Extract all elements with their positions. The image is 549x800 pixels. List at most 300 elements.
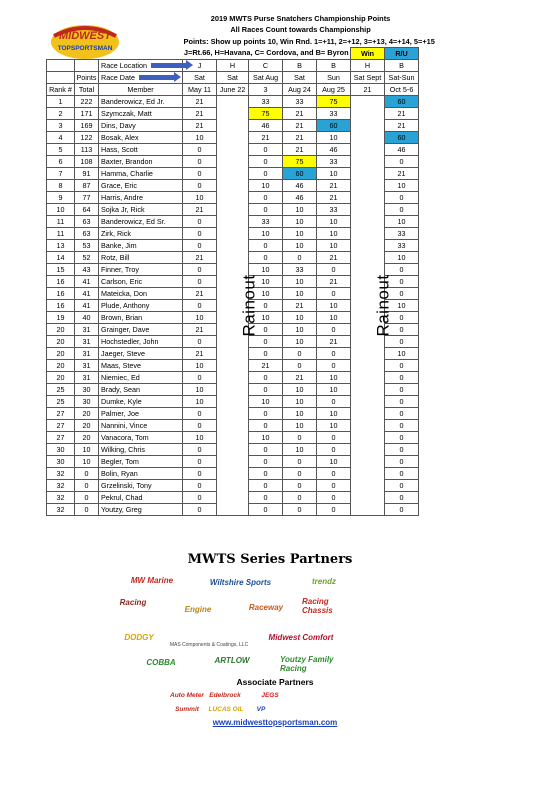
points-cell: 33 bbox=[385, 227, 419, 239]
points-cell: 0 bbox=[183, 179, 217, 191]
points-cell: 0 bbox=[249, 143, 283, 155]
points-cell: 10 bbox=[283, 419, 317, 431]
race-day: Sun bbox=[317, 71, 351, 83]
rank-cell: 20 bbox=[47, 371, 75, 383]
total-cell: 31 bbox=[75, 335, 99, 347]
points-cell: 10 bbox=[317, 215, 351, 227]
total-cell: 113 bbox=[75, 143, 99, 155]
total-header: Total bbox=[75, 83, 99, 95]
associate-partner-logo: LUCAS OIL bbox=[208, 705, 244, 713]
points-cell: 0 bbox=[183, 275, 217, 287]
total-cell: 20 bbox=[75, 419, 99, 431]
points-cell: 0 bbox=[249, 251, 283, 263]
rank-cell: 25 bbox=[47, 383, 75, 395]
points-cell: 0 bbox=[385, 311, 419, 323]
points-cell: 10 bbox=[283, 203, 317, 215]
points-cell: 10 bbox=[249, 311, 283, 323]
race-day: Sat bbox=[283, 71, 317, 83]
member-cell: Sojka Jr, Rick bbox=[99, 203, 183, 215]
points-cell: 60 bbox=[317, 119, 351, 131]
runner-up-legend: R/U bbox=[385, 47, 419, 59]
points-cell: 10 bbox=[317, 383, 351, 395]
points-cell: 0 bbox=[183, 371, 217, 383]
points-cell: 0 bbox=[249, 299, 283, 311]
points-cell: 21 bbox=[183, 119, 217, 131]
partner-logo: Racing Chassis bbox=[302, 597, 333, 615]
rank-header: Rank # bbox=[47, 83, 75, 95]
race-date: 3 bbox=[249, 83, 283, 95]
race-date: June 22 bbox=[217, 83, 249, 95]
partners-title: MWTS Series Partners bbox=[187, 552, 353, 567]
track-code: B bbox=[385, 59, 419, 71]
rank-cell: 7 bbox=[47, 167, 75, 179]
points-cell: 33 bbox=[317, 155, 351, 167]
points-cell: 10 bbox=[249, 263, 283, 275]
points-rule: Points: Show up points 10, Win Rnd. 1=+11, 2=+12, 3=+13, 4=+14, 5=+15 bbox=[183, 36, 435, 46]
points-cell: 0 bbox=[385, 407, 419, 419]
points-cell: 46 bbox=[385, 143, 419, 155]
member-cell: Hass, Scott bbox=[99, 143, 183, 155]
points-cell: 21 bbox=[385, 119, 419, 131]
points-cell: 21 bbox=[317, 275, 351, 287]
total-cell: 41 bbox=[75, 299, 99, 311]
points-cell: 10 bbox=[317, 167, 351, 179]
points-cell: 0 bbox=[183, 419, 217, 431]
rank-cell: 30 bbox=[47, 455, 75, 467]
points-cell: 0 bbox=[317, 431, 351, 443]
total-cell: 77 bbox=[75, 191, 99, 203]
member-cell: Baxter, Brandon bbox=[99, 155, 183, 167]
points-cell: 0 bbox=[283, 503, 317, 515]
points-cell: 0 bbox=[249, 407, 283, 419]
points-cell: 0 bbox=[283, 467, 317, 479]
track-code: B bbox=[317, 59, 351, 71]
table-row bbox=[47, 95, 419, 107]
points-cell: 0 bbox=[183, 455, 217, 467]
total-cell: 10 bbox=[75, 443, 99, 455]
points-cell: 10 bbox=[249, 395, 283, 407]
points-cell: 10 bbox=[249, 287, 283, 299]
points-cell: 10 bbox=[385, 179, 419, 191]
race-date: Oct 5-6 bbox=[385, 83, 419, 95]
website-link[interactable]: www.midwesttopsportsman.com bbox=[212, 718, 338, 727]
rank-cell: 10 bbox=[47, 203, 75, 215]
points-cell: 75 bbox=[249, 107, 283, 119]
member-cell: Pekrul, Chad bbox=[99, 491, 183, 503]
points-cell: 0 bbox=[249, 443, 283, 455]
points-cell: 0 bbox=[283, 251, 317, 263]
points-cell: 0 bbox=[385, 323, 419, 335]
member-cell: Banderowicz, Ed Sr. bbox=[99, 215, 183, 227]
points-cell: 33 bbox=[249, 95, 283, 107]
points-cell: 21 bbox=[183, 95, 217, 107]
partner-logo: MW Marine bbox=[130, 575, 174, 585]
member-cell: Hochstedler, John bbox=[99, 335, 183, 347]
partner-logo: Wiltshire Sports bbox=[209, 577, 272, 587]
total-cell: 0 bbox=[75, 503, 99, 515]
rank-cell: 5 bbox=[47, 143, 75, 155]
race-date: May 11 bbox=[183, 83, 217, 95]
points-cell: 21 bbox=[317, 251, 351, 263]
rank-cell: 9 bbox=[47, 191, 75, 203]
points-cell: 0 bbox=[385, 467, 419, 479]
points-header: Points bbox=[75, 71, 99, 83]
points-cell: 0 bbox=[249, 455, 283, 467]
points-cell: 10 bbox=[283, 395, 317, 407]
points-cell: 0 bbox=[249, 491, 283, 503]
associate-partner-logo: Edelbrock bbox=[209, 691, 241, 699]
rank-cell: 16 bbox=[47, 299, 75, 311]
points-cell: 0 bbox=[183, 263, 217, 275]
points-cell: 0 bbox=[283, 431, 317, 443]
points-cell: 0 bbox=[183, 155, 217, 167]
rank-cell: 4 bbox=[47, 131, 75, 143]
member-cell: Jaeger, Steve bbox=[99, 347, 183, 359]
associate-partner-logo: JEGS bbox=[261, 691, 279, 699]
points-sheet bbox=[46, 13, 435, 516]
points-cell: 0 bbox=[317, 503, 351, 515]
points-cell: 0 bbox=[317, 287, 351, 299]
associate-partners-title: Associate Partners bbox=[236, 677, 314, 687]
points-cell: 46 bbox=[249, 119, 283, 131]
rank-cell: 14 bbox=[47, 251, 75, 263]
points-cell: 0 bbox=[317, 479, 351, 491]
points-cell: 10 bbox=[283, 323, 317, 335]
points-cell: 0 bbox=[283, 491, 317, 503]
points-cell: 21 bbox=[283, 143, 317, 155]
member-cell: Dins, Davy bbox=[99, 119, 183, 131]
total-cell: 41 bbox=[75, 287, 99, 299]
points-cell: 0 bbox=[183, 407, 217, 419]
points-cell: 0 bbox=[249, 383, 283, 395]
points-cell: 21 bbox=[385, 167, 419, 179]
member-cell: Harris, Andre bbox=[99, 191, 183, 203]
points-cell: 33 bbox=[283, 263, 317, 275]
track-code: H bbox=[351, 59, 385, 71]
points-cell: 33 bbox=[317, 107, 351, 119]
race-date: 21 bbox=[351, 83, 385, 95]
member-cell: Plude, Anthony bbox=[99, 299, 183, 311]
rank-cell: 8 bbox=[47, 179, 75, 191]
member-cell: Carlson, Eric bbox=[99, 275, 183, 287]
total-cell: 171 bbox=[75, 107, 99, 119]
points-cell: 10 bbox=[183, 395, 217, 407]
points-cell: 10 bbox=[317, 311, 351, 323]
points-cell: 0 bbox=[183, 491, 217, 503]
points-cell: 0 bbox=[249, 503, 283, 515]
svg-text:TOPSPORTSMAN: TOPSPORTSMAN bbox=[57, 45, 113, 52]
points-cell: 21 bbox=[385, 107, 419, 119]
points-cell: 0 bbox=[183, 467, 217, 479]
member-cell: Wilking, Chris bbox=[99, 443, 183, 455]
member-header: Member bbox=[99, 83, 183, 95]
member-cell: Grainger, Dave bbox=[99, 323, 183, 335]
points-cell: 0 bbox=[183, 215, 217, 227]
points-cell: 21 bbox=[283, 119, 317, 131]
rank-cell: 25 bbox=[47, 395, 75, 407]
partner-logo: Youtzy Family Racing bbox=[280, 655, 334, 673]
total-cell: 222 bbox=[75, 95, 99, 107]
points-cell: 0 bbox=[385, 443, 419, 455]
points-cell: 0 bbox=[385, 371, 419, 383]
sheet-subtitle: All Races Count towards Championship bbox=[230, 25, 371, 35]
race-location-label: Race Location bbox=[99, 59, 183, 71]
total-cell: 87 bbox=[75, 179, 99, 191]
points-cell: 10 bbox=[183, 359, 217, 371]
points-cell: 0 bbox=[249, 191, 283, 203]
total-cell: 53 bbox=[75, 239, 99, 251]
rank-cell: 20 bbox=[47, 359, 75, 371]
track-code: J bbox=[183, 59, 217, 71]
points-cell: 10 bbox=[317, 131, 351, 143]
points-cell: 10 bbox=[183, 311, 217, 323]
points-cell: 0 bbox=[183, 143, 217, 155]
total-cell: 10 bbox=[75, 455, 99, 467]
points-cell: 10 bbox=[283, 239, 317, 251]
points-cell: 10 bbox=[283, 443, 317, 455]
rank-cell: 32 bbox=[47, 491, 75, 503]
points-cell: 21 bbox=[249, 359, 283, 371]
track-code: C bbox=[249, 59, 283, 71]
points-cell: 10 bbox=[385, 299, 419, 311]
points-cell: 10 bbox=[283, 287, 317, 299]
points-cell: 10 bbox=[183, 191, 217, 203]
points-cell: 10 bbox=[183, 431, 217, 443]
points-cell: 0 bbox=[249, 239, 283, 251]
member-cell: Finner, Troy bbox=[99, 263, 183, 275]
rank-cell: 16 bbox=[47, 287, 75, 299]
partner-logo: Midwest Comfort bbox=[268, 632, 334, 642]
points-cell: 0 bbox=[283, 455, 317, 467]
points-cell: 21 bbox=[183, 347, 217, 359]
points-cell: 10 bbox=[317, 371, 351, 383]
total-cell: 43 bbox=[75, 263, 99, 275]
rank-cell: 32 bbox=[47, 503, 75, 515]
member-cell: Vanacora, Tom bbox=[99, 431, 183, 443]
points-cell: 21 bbox=[183, 251, 217, 263]
total-cell: 30 bbox=[75, 395, 99, 407]
points-cell: 21 bbox=[317, 191, 351, 203]
points-cell: 10 bbox=[283, 383, 317, 395]
points-cell: 10 bbox=[317, 407, 351, 419]
points-cell: 0 bbox=[249, 155, 283, 167]
points-cell: 10 bbox=[183, 383, 217, 395]
points-cell: 0 bbox=[317, 263, 351, 275]
member-cell: Nannini, Vince bbox=[99, 419, 183, 431]
points-cell: 0 bbox=[183, 335, 217, 347]
points-cell: 10 bbox=[283, 215, 317, 227]
points-cell: 46 bbox=[283, 179, 317, 191]
points-cell: 10 bbox=[283, 311, 317, 323]
points-cell: 0 bbox=[183, 503, 217, 515]
points-cell: 10 bbox=[317, 239, 351, 251]
rank-cell: 13 bbox=[47, 239, 75, 251]
points-cell: 0 bbox=[317, 467, 351, 479]
points-cell: 0 bbox=[385, 203, 419, 215]
points-cell: 0 bbox=[385, 155, 419, 167]
points-cell: 0 bbox=[385, 479, 419, 491]
points-cell: 21 bbox=[183, 107, 217, 119]
points-cell: 46 bbox=[283, 191, 317, 203]
arrow-right-icon bbox=[139, 75, 175, 80]
rank-cell: 27 bbox=[47, 431, 75, 443]
total-cell: 0 bbox=[75, 467, 99, 479]
total-cell: 20 bbox=[75, 431, 99, 443]
member-cell: Szymczak, Matt bbox=[99, 107, 183, 119]
points-cell: 10 bbox=[317, 299, 351, 311]
points-cell: 0 bbox=[385, 455, 419, 467]
points-cell: 0 bbox=[249, 203, 283, 215]
points-cell: 0 bbox=[249, 323, 283, 335]
total-cell: 31 bbox=[75, 359, 99, 371]
member-cell: Dumke, Kyle bbox=[99, 395, 183, 407]
total-cell: 31 bbox=[75, 371, 99, 383]
points-cell: 0 bbox=[183, 299, 217, 311]
race-day: Sat bbox=[217, 71, 249, 83]
rank-cell: 20 bbox=[47, 335, 75, 347]
partner-logo: COBBA bbox=[146, 657, 176, 667]
points-cell: 0 bbox=[385, 419, 419, 431]
total-cell: 30 bbox=[75, 383, 99, 395]
points-cell: 10 bbox=[385, 215, 419, 227]
points-cell: 0 bbox=[317, 395, 351, 407]
rank-cell: 32 bbox=[47, 479, 75, 491]
member-cell: Grzelinski, Tony bbox=[99, 479, 183, 491]
member-cell: Banderowicz, Ed Jr. bbox=[99, 95, 183, 107]
partner-logo: ARTLOW bbox=[214, 655, 250, 665]
points-cell: 0 bbox=[249, 167, 283, 179]
points-cell: 21 bbox=[249, 131, 283, 143]
total-cell: 63 bbox=[75, 215, 99, 227]
points-cell: 33 bbox=[249, 215, 283, 227]
total-cell: 41 bbox=[75, 275, 99, 287]
rank-cell: 20 bbox=[47, 347, 75, 359]
partner-logo: Engine bbox=[184, 604, 212, 614]
associate-partner-logo: VP bbox=[256, 705, 266, 713]
member-cell: Bosak, Alex bbox=[99, 131, 183, 143]
partner-logo: Raceway bbox=[248, 602, 284, 612]
points-cell: 0 bbox=[283, 359, 317, 371]
member-cell: Rotz, Bill bbox=[99, 251, 183, 263]
svg-text:MIDWEST: MIDWEST bbox=[59, 30, 111, 42]
points-cell: 0 bbox=[385, 395, 419, 407]
points-cell: 0 bbox=[283, 479, 317, 491]
win-legend: Win bbox=[351, 47, 385, 59]
arrow-right-icon bbox=[151, 63, 187, 68]
member-cell: Niemiec, Ed bbox=[99, 371, 183, 383]
points-cell: 60 bbox=[385, 95, 419, 107]
points-cell: 10 bbox=[317, 419, 351, 431]
race-date-label: Race Date bbox=[99, 71, 183, 83]
points-cell: 0 bbox=[317, 347, 351, 359]
member-cell: Maas, Steve bbox=[99, 359, 183, 371]
points-cell: 0 bbox=[385, 287, 419, 299]
points-cell: 10 bbox=[249, 275, 283, 287]
rank-cell: 27 bbox=[47, 419, 75, 431]
points-cell: 75 bbox=[317, 95, 351, 107]
rank-cell: 27 bbox=[47, 407, 75, 419]
total-cell: 169 bbox=[75, 119, 99, 131]
points-cell: 0 bbox=[283, 347, 317, 359]
rank-cell: 6 bbox=[47, 155, 75, 167]
partner-logo: MAS Components & Coatings, LLC bbox=[169, 642, 249, 648]
points-cell: 10 bbox=[249, 179, 283, 191]
points-cell: 10 bbox=[317, 455, 351, 467]
points-cell: 21 bbox=[283, 107, 317, 119]
points-cell: 33 bbox=[283, 95, 317, 107]
sheet-title: 2019 MWTS Purse Snatchers Championship Points bbox=[210, 14, 391, 24]
member-cell: Grace, Eric bbox=[99, 179, 183, 191]
rank-cell: 1 bbox=[47, 95, 75, 107]
points-cell: 21 bbox=[183, 323, 217, 335]
track-code: B bbox=[283, 59, 317, 71]
rank-cell: 16 bbox=[47, 275, 75, 287]
points-cell: 0 bbox=[249, 419, 283, 431]
member-cell: Mateicka, Don bbox=[99, 287, 183, 299]
race-date: Aug 24 bbox=[283, 83, 317, 95]
race-day: Sat Aug bbox=[249, 71, 283, 83]
points-cell: 0 bbox=[317, 359, 351, 371]
rank-cell: 32 bbox=[47, 467, 75, 479]
points-cell: 0 bbox=[317, 443, 351, 455]
race-day: Sat bbox=[183, 71, 217, 83]
race-day: Sat-Sun bbox=[385, 71, 419, 83]
points-cell: 10 bbox=[249, 431, 283, 443]
points-cell: 60 bbox=[385, 131, 419, 143]
associate-partner-logo: Summit bbox=[175, 705, 199, 713]
points-cell: 21 bbox=[283, 371, 317, 383]
total-cell: 64 bbox=[75, 203, 99, 215]
points-cell: 0 bbox=[385, 335, 419, 347]
points-cell: 10 bbox=[249, 227, 283, 239]
points-cell: 0 bbox=[317, 323, 351, 335]
points-cell: 0 bbox=[385, 359, 419, 371]
track-code: H bbox=[217, 59, 249, 71]
total-cell: 40 bbox=[75, 311, 99, 323]
associate-partner-logo: Auto Meter bbox=[170, 691, 204, 699]
member-cell: Palmer, Joe bbox=[99, 407, 183, 419]
member-cell: Bolin, Ryan bbox=[99, 467, 183, 479]
points-cell: 0 bbox=[249, 467, 283, 479]
rank-cell: 2 bbox=[47, 107, 75, 119]
points-cell: 0 bbox=[183, 167, 217, 179]
points-cell: 10 bbox=[283, 227, 317, 239]
points-cell: 0 bbox=[385, 503, 419, 515]
points-cell: 10 bbox=[283, 335, 317, 347]
total-cell: 52 bbox=[75, 251, 99, 263]
total-cell: 20 bbox=[75, 407, 99, 419]
points-table bbox=[46, 13, 435, 516]
points-cell: 0 bbox=[385, 191, 419, 203]
points-cell: 0 bbox=[317, 491, 351, 503]
points-cell: 0 bbox=[385, 263, 419, 275]
member-cell: Brady, Sean bbox=[99, 383, 183, 395]
points-cell: 21 bbox=[317, 179, 351, 191]
member-cell: Zirk, Rick bbox=[99, 227, 183, 239]
points-cell: 0 bbox=[385, 383, 419, 395]
points-cell: 33 bbox=[385, 239, 419, 251]
points-cell: 0 bbox=[183, 479, 217, 491]
rank-cell: 20 bbox=[47, 323, 75, 335]
points-cell: 21 bbox=[283, 299, 317, 311]
points-cell: 10 bbox=[183, 131, 217, 143]
track-legend: J=Rt.66, H=Havana, C= Cordova, and B= Byron bbox=[183, 48, 349, 58]
points-cell: 21 bbox=[283, 131, 317, 143]
partner-logo: Racing bbox=[119, 597, 147, 607]
points-cell: 21 bbox=[183, 203, 217, 215]
points-cell: 0 bbox=[183, 239, 217, 251]
rank-cell: 11 bbox=[47, 227, 75, 239]
